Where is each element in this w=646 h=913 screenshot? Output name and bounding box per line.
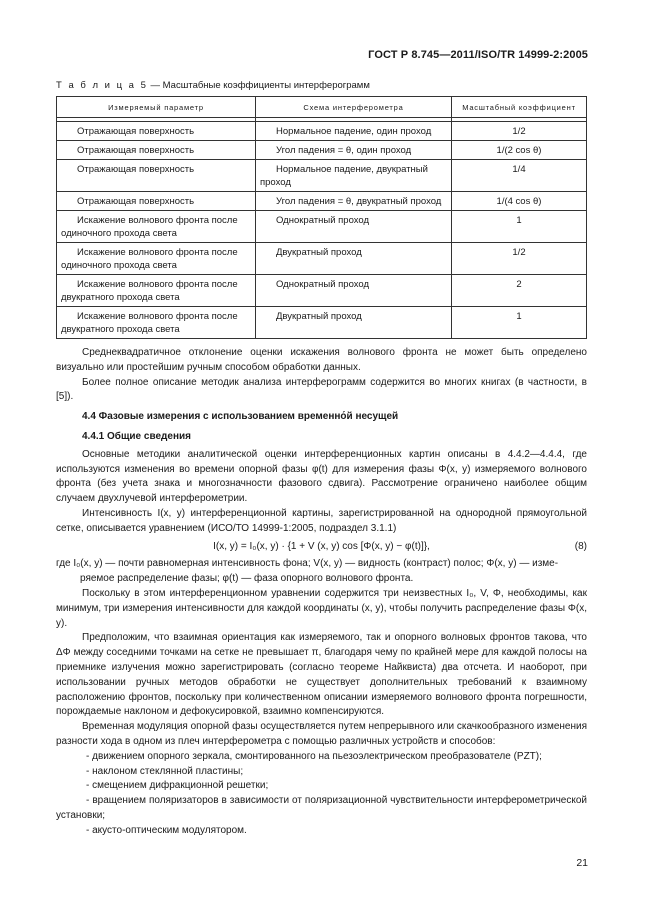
- list-item: - вращением поляризаторов в зависимости от поляризационной чувствительности интерферометрической установки;: [56, 795, 587, 821]
- table-cell: Нормальное падение, один проход: [256, 122, 452, 141]
- table-cell: Нормальное падение, двукратный проход: [256, 160, 452, 192]
- paragraph: Предположим, что взаимная ориентация как измеряемого, так и опорного волновых фронтов такова, что ΔΦ между соседними точками на сетке не превышает π, благодаря чему по крайней мере для каждой полосы на приемнике излучения можно зарегистрировать (согласно теореме Найквиста) два отсчета. И наоборот, при использовании ручных методов обработки не существует дополнительных требований к взаимному расположению фронтов, поскольку при количественном описании измеряемого волнового фронта погрешности, порождаемые наклоном и дефокусировкой, взаимно компенсируются.: [56, 632, 587, 718]
- table-cell: Двукратный проход: [256, 307, 452, 339]
- table-cell: Искажение волнового фронта после одиночного прохода света: [57, 211, 256, 243]
- scale-factors-table: [56, 96, 587, 339]
- list-item: - акусто-оптическим модулятором.: [86, 824, 247, 836]
- table-caption-label: Т а б л и ц а 5: [56, 80, 148, 91]
- table-cell: Отражающая поверхность: [57, 122, 256, 141]
- table-header-row: [57, 97, 587, 118]
- table-cell: Однократный проход: [256, 275, 452, 307]
- document-header: ГОСТ Р 8.745—2011/ISO/TR 14999-2:2005: [368, 49, 588, 61]
- table-caption: [56, 80, 370, 91]
- table-cell: Искажение волнового фронта после двукратного прохода света: [57, 307, 256, 339]
- table-row: [57, 192, 587, 211]
- table-cell: Угол падения = θ, двукратный проход: [256, 192, 452, 211]
- table-cell: 1/(4 cos θ): [452, 192, 587, 211]
- table-cell: 1: [452, 211, 587, 243]
- equation-body: I(x, y) = I₀(x, y) · {1 + V (x, y) cos [Φ(x, y) − φ(t)]},: [213, 540, 430, 552]
- list-item: - наклоном стеклянной пластины;: [86, 765, 244, 777]
- table-cell: Двукратный проход: [256, 243, 452, 275]
- table-cell: 1/2: [452, 122, 587, 141]
- table-row: [57, 122, 587, 141]
- table-cell: Угол падения = θ, один проход: [256, 141, 452, 160]
- table-cell: 2: [452, 275, 587, 307]
- paragraph: Поскольку в этом интерференционном уравнении содержится три неизвестных I₀, V, Φ, необходимы, как минимум, три измерения интенсивности для каждой координаты (x, y), чтобы получить распределение фазы Φ(x, y).: [56, 587, 587, 629]
- column-header-parameter: Измеряемый параметр: [57, 97, 256, 118]
- list-item: - смещением дифракционной решетки;: [86, 780, 269, 792]
- table-row: [57, 307, 587, 339]
- table-row: [57, 160, 587, 192]
- table-cell: 1/(2 cos θ): [452, 141, 587, 160]
- table-cell: 1/4: [452, 160, 587, 192]
- paragraph: ряемое распределение фазы; φ(t) — фаза опорного волнового фронта.: [80, 573, 414, 585]
- table-row: [57, 211, 587, 243]
- body-text: [56, 346, 587, 839]
- table-row: [57, 275, 587, 307]
- table-cell: Однократный проход: [256, 211, 452, 243]
- table-row: [57, 243, 587, 275]
- table-cell: 1/2: [452, 243, 587, 275]
- list-item: - движением опорного зеркала, смонтированного на пьезоэлектрическом преобразователе (PZT);: [86, 750, 542, 762]
- table-cell: Искажение волнового фронта после одиночного прохода света: [57, 243, 256, 275]
- table-cell: 1: [452, 307, 587, 339]
- paragraph: где I₀(x, y) — почти равномерная интенсивность фона; V(x, y) — видность (контраст) полос; Φ(x, y) — изме-: [56, 558, 559, 570]
- table-cell: Отражающая поверхность: [57, 141, 256, 160]
- paragraph: Интенсивность I(x, y) интерференционной картины, зарегистрированной на однородной прямоугольной сетке, описывается уравнением (ИСО/ТО 14999-1:2005, подраздел 3.1.1): [56, 507, 587, 534]
- paragraph: Более полное описание методик анализа интерферограмм содержится во многих книгах (в частности, в [5]).: [56, 376, 587, 403]
- section-heading: 4.4 Фазовые измерения с использованием временно́й несущей: [82, 411, 399, 423]
- table-cell: Искажение волнового фронта после двукратного прохода света: [57, 275, 256, 307]
- column-header-scheme: Схема интерферометра: [256, 97, 452, 118]
- paragraph: Временная модуляция опорной фазы осуществляется путем непрерывного или скачкообразного изменения разности хода в одном из плеч интерферометра с помощью различных устройств и способов:: [56, 721, 587, 747]
- equation-number: (8): [574, 540, 587, 552]
- page-number: 21: [576, 857, 588, 869]
- column-header-coefficient: Масштабный коэффициент: [452, 97, 587, 118]
- paragraph: Основные методики аналитической оценки интерференционных картин описаны в 4.4.2—4.4.4, где используются изменения во времени опорной фазы φ(t) для измерения фазы Φ(x, y) измеряемого волнового фронта (без учета знака и многозначности фазового сдвига). Рассмотрение ограничено наиболее общим случаем двухлучевой интерферометрии.: [56, 448, 587, 505]
- paragraph: Среднеквадратичное отклонение оценки искажения волнового фронта не может быть определено визуально или простейшим ручным способом обработки данных.: [56, 347, 587, 373]
- table-caption-text: — Масштабные коэффициенты интерферограмм: [147, 80, 370, 91]
- equation: [56, 540, 587, 555]
- table-cell: Отражающая поверхность: [57, 160, 256, 192]
- table-row: [57, 141, 587, 160]
- subsection-heading: 4.4.1 Общие сведения: [82, 430, 191, 442]
- table-cell: Отражающая поверхность: [57, 192, 256, 211]
